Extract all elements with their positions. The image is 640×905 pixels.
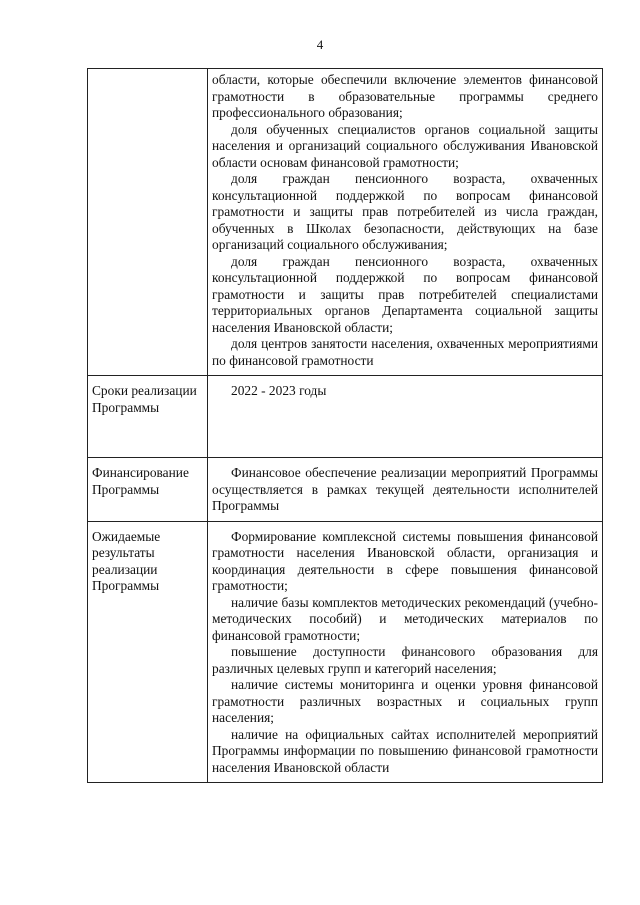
table-row-financing <box>88 458 603 522</box>
table-row-indicators <box>88 69 603 376</box>
paragraph: доля граждан пенсионного возраста, охваченных консультационной поддержкой по вопросам финансовой грамотности и защиты прав потребителей из числа граждан, обученных в Школах безопасности, действующих на базе организаций социального обслуживания; <box>212 171 598 252</box>
paragraph: 2022 - 2023 годы <box>231 383 327 398</box>
paragraph: Финансовое обеспечение реализации мероприятий Программы осуществляется в рамках текущей деятельности исполнителей Программы <box>212 465 598 513</box>
row-label-expected-results: Ожидаемые результаты реализации Программы <box>88 521 208 783</box>
row-content-terms <box>208 376 603 458</box>
row-content-financing <box>208 458 603 522</box>
row-label-financing: Финансирование Программы <box>88 458 208 522</box>
paragraph: доля граждан пенсионного возраста, охваченных консультационной поддержкой по вопросам финансовой грамотности и защиты прав потребителей специалистами территориальных органов Департамента социальной защиты населения Ивановской области; <box>212 253 598 335</box>
row-label-terms: Сроки реализации Программы <box>88 376 208 458</box>
row-label <box>88 69 208 376</box>
table-row-terms <box>88 376 603 458</box>
row-content-indicators <box>208 69 603 376</box>
paragraph: области, которые обеспечили включение элементов финансовой грамотности в образовательные программы среднего профессионального образования; <box>212 72 598 120</box>
table-row-expected-results <box>88 521 603 783</box>
paragraph: наличие системы мониторинга и оценки уровня финансовой грамотности различных возрастных и социальных групп населения; <box>212 677 598 725</box>
paragraph: доля обученных специалистов органов социальной защиты населения и организаций социального обслуживания Ивановской области основам финансовой грамотности; <box>212 121 598 170</box>
row-content-expected-results <box>208 521 603 783</box>
paragraph: повышение доступности финансового образования для различных целевых групп и категорий населения; <box>212 644 598 676</box>
paragraph: наличие на официальных сайтах исполнителей мероприятий Программы информации по повышению финансовой грамотности населения Ивановской области <box>212 726 598 775</box>
paragraph: Формирование комплексной системы повышения финансовой грамотности населения Ивановской области, организация и координация деятельности в сфере повышения финансовой грамотности; <box>212 528 598 593</box>
paragraph: доля центров занятости населения, охваченных мероприятиями по финансовой грамотности <box>212 336 598 368</box>
program-passport-table <box>87 68 603 783</box>
page-number: 4 <box>316 37 324 52</box>
paragraph: наличие базы комплектов методических рекомендаций (учебно-методических пособий) и методических материалов по финансовой грамотности; <box>212 594 598 643</box>
